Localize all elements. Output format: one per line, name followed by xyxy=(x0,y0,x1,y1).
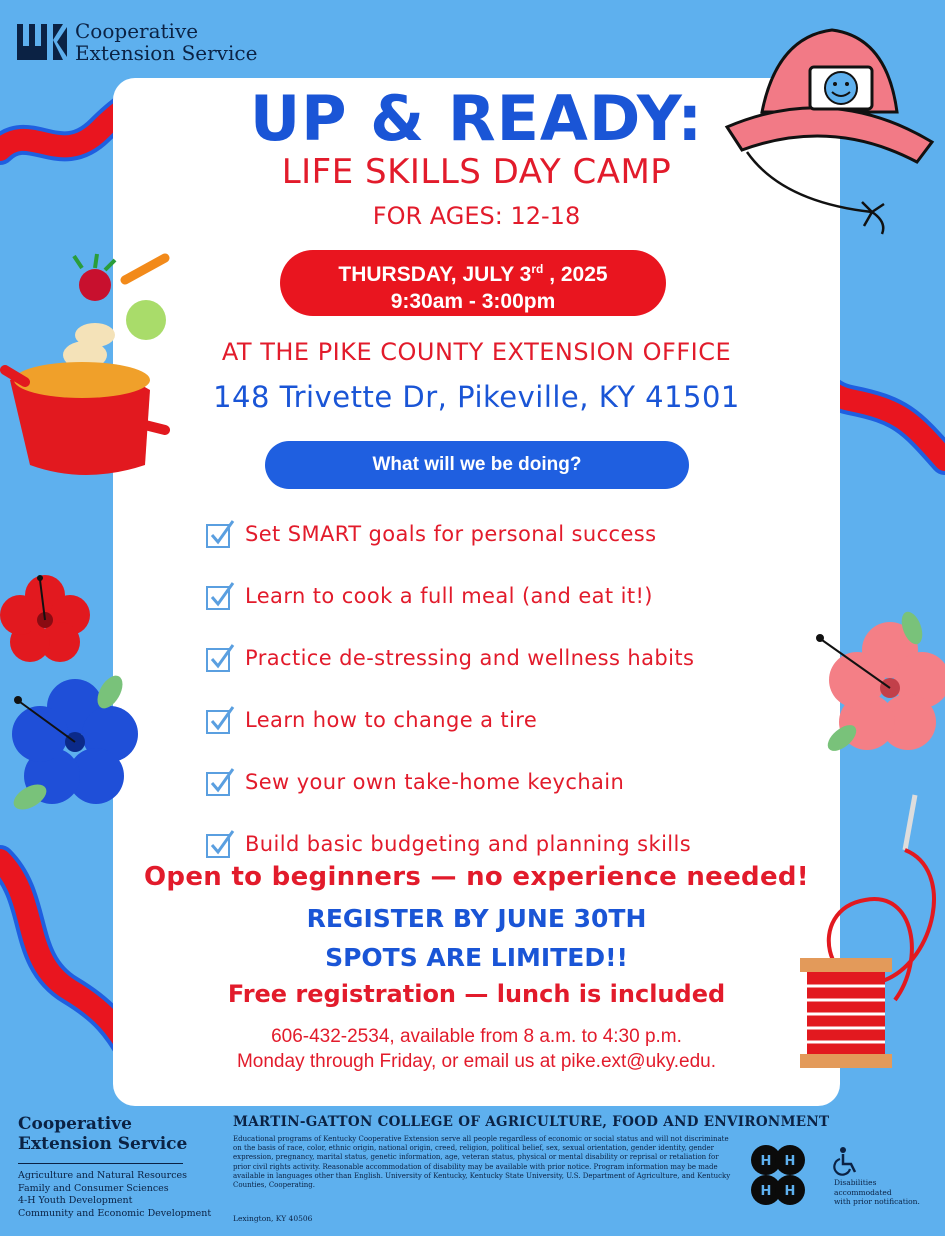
list-item xyxy=(205,565,765,627)
cooking-pot-icon xyxy=(0,250,170,490)
footer-program: Family and Consumer Sciences xyxy=(18,1182,169,1194)
date-time-banner xyxy=(280,250,666,316)
footer-city: Lexington, KY 40506 xyxy=(233,1214,313,1223)
uk-logo-icon xyxy=(17,20,69,64)
checkbox-icon xyxy=(205,643,235,673)
event-address: 148 Trivette Dr, Pikeville, KY 41501 xyxy=(213,380,740,414)
clover-4h-icon xyxy=(742,1140,814,1212)
list-item xyxy=(205,503,765,565)
activity-label: Practice de-stressing and wellness habits xyxy=(245,646,695,670)
activity-label: Learn to cook a full meal (and eat it!) xyxy=(245,584,653,608)
list-item xyxy=(205,751,765,813)
age-range: FOR AGES: 12-18 xyxy=(372,202,581,230)
checkbox-icon xyxy=(205,767,235,797)
contact-info xyxy=(113,1024,840,1074)
contact-line-2: Monday through Friday, or email us at pike.ext@uky.edu. xyxy=(236,1051,717,1072)
svg-text:H: H xyxy=(784,1184,796,1199)
svg-text:H: H xyxy=(760,1184,772,1199)
hibiscus-pink-icon xyxy=(812,610,945,760)
footer-ces-line-2: Extension Service xyxy=(18,1134,188,1154)
activity-label: Sew your own take-home keychain xyxy=(245,770,625,794)
footer-program: 4-H Youth Development xyxy=(18,1195,133,1206)
event-date: THURSDAY, JULY 3rd , 2025 xyxy=(338,262,608,286)
disabilities-note xyxy=(834,1178,920,1207)
event-time: 9:30am - 3:00pm xyxy=(390,290,556,313)
footer-college-name: MARTIN-GATTON COLLEGE OF AGRICULTURE, FOOD AND ENVIRONMENT xyxy=(233,1114,830,1130)
activity-label: Learn how to change a tire xyxy=(245,708,538,732)
activity-label: Build basic budgeting and planning skills xyxy=(245,832,692,856)
checkbox-icon xyxy=(205,829,235,859)
footer-ces-logo xyxy=(18,1114,187,1154)
footer-program-list xyxy=(18,1170,211,1220)
page-title: UP & READY: xyxy=(249,82,704,155)
activity-checklist xyxy=(205,503,765,875)
footer-divider xyxy=(18,1163,183,1164)
contact-line-1: 606-432-2534, available from 8 a.m. to 4:30 p.m. xyxy=(271,1026,682,1047)
free-registration-note: Free registration — lunch is included xyxy=(227,980,726,1008)
footer-program: Community and Economic Development xyxy=(18,1207,212,1219)
footer-ces-line-1: Cooperative xyxy=(18,1114,132,1134)
footer-program: Agriculture and Natural Resources xyxy=(18,1170,188,1181)
list-item xyxy=(205,627,765,689)
activity-label: Set SMART goals for personal success xyxy=(245,522,657,546)
hibiscus-red-icon xyxy=(0,570,100,670)
checkbox-icon xyxy=(205,581,235,611)
activities-heading: What will we be doing? xyxy=(265,441,689,489)
beginners-note: Open to beginners — no experience needed! xyxy=(144,862,809,892)
hibiscus-blue-icon xyxy=(10,672,140,812)
footer xyxy=(0,1108,945,1236)
wheelchair-icon xyxy=(833,1146,859,1176)
checkbox-icon xyxy=(205,519,235,549)
page-subtitle: LIFE SKILLS DAY CAMP xyxy=(281,152,672,192)
footer-legal-text: Educational programs of Kentucky Cooperative Extension serve all people regardless of economic or social status and will not discriminate on the basis of race, color, ethnic origin, national origin, creed, religion, political belief, sex, sexual orientation, gender identity, gender expression, pregnancy, marital status, genetic information, age, veteran status, physical or mental disability or reprisal or retaliation for prior civil rights activity. Reasonable accommodation of disability may be available with prior notice. Program information may be made available in languages other than English. University of Kentucky, Kentucky State University, U.S. Department of Agriculture, and Kentucky Counties, Cooperating. xyxy=(233,1135,731,1190)
checkbox-icon xyxy=(205,705,235,735)
uk-logo xyxy=(17,20,257,64)
svg-text:H: H xyxy=(760,1154,772,1169)
logo-line-2: Extension Service xyxy=(75,41,258,65)
disabilities-line: with prior notification. xyxy=(834,1197,920,1206)
register-deadline: REGISTER BY JUNE 30TH xyxy=(306,904,647,933)
svg-text:H: H xyxy=(784,1154,796,1169)
disabilities-line: Disabilities xyxy=(834,1178,877,1187)
logo-line-1: Cooperative xyxy=(75,19,199,43)
disabilities-line: accommodated xyxy=(834,1187,892,1197)
spots-limited-note: SPOTS ARE LIMITED!! xyxy=(325,943,628,972)
list-item xyxy=(205,689,765,751)
event-location: AT THE PIKE COUNTY EXTENSION OFFICE xyxy=(221,338,732,366)
